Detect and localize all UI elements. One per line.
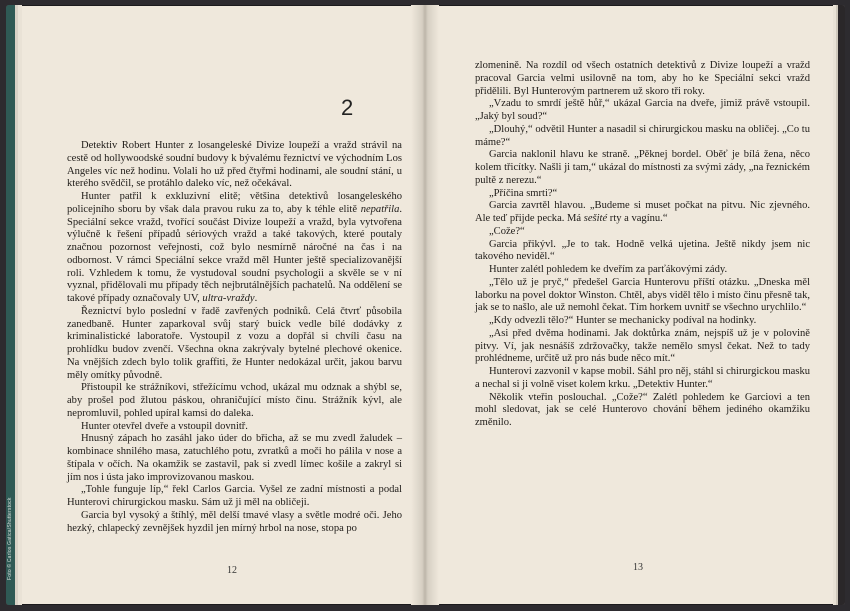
text-run: zlomenině. Na rozdíl od všech ostatních detektivů z Divize loupeží a vražd pracoval Garcia velmi usilovně na tom, aby ho ke Speciální sekci vražd přidělili. Byl Hunterovým partnerem už skoro tři roky. [475,60,810,97]
paragraph [475,149,810,187]
italic-text: sešité [583,213,608,224]
paragraph [67,191,402,306]
text-run: Garcia přikývl. „Je to tak. Hodně velká ujetina. Ještě nikdy jsem nic takového neviděl.“ [475,238,810,263]
text-run: Řeznictví bylo poslední v řadě zavřených podniků. Celá čtvrť působila zanedbaně. Hunter zaparkoval svůj starý buick vedle bílé dodávky z kriminalistické laboratoře. Vystoupil z vozu a dopřál si chvíli času na prohlídku budov zvenčí. Všechna okna zakrývaly bytelné plechové okenice. Na vnějších zdech bylo tolik graffiti, že Hunter nedokázal určit, jakou barvu měly omítky původně. [67,305,402,381]
left-page-text [67,140,402,535]
paragraph [475,392,810,430]
paragraph [67,484,402,510]
text-run: „Tělo už je pryč,“ předešel Garcia Hunterovu příští otázku. „Dneska měl laborku na povel doktor Winston. Chtěl, abys viděl tělo i místo činu přesně tak, jak se to našlo, ale už nemohl čekat. Tím horkem uvnitř se všechno urychlilo.“ [475,276,810,314]
text-run: rty a vagínu.“ [607,213,668,224]
paragraph [67,382,402,420]
text-run: Garcia naklonil hlavu ke straně. „Pěknej bordel. Oběť je bílá žena, něco kolem třicítky. Našli ji tam,“ ukázal do místnosti za svými zády, „na řeznickém pultě z nerezu.“ [475,149,810,186]
paragraph [475,60,810,98]
book-spread [6,5,845,605]
text-run: . Speciální sekce vražd, tvořící součást Divize loupeží a vražd, byla vytvořena výlučně k řešení případů sériových vražd a také takových, které poutaly značnou pozornost veřejnosti, což bylo nesmírně náročné na čas i na odbornost. V rámci Speciální sekce vražd měl Hunter ještě specializovanější roli. Vzhledem k tomu, že vystudoval soudní psychologii a skvěle se v ní vyznal, přidělovali mu případy těch nejbrutálnějších pachatelů. Na oddělení se takové případy označovaly UV, [67,203,402,304]
text-run: Hnusný zápach ho zasáhl jako úder do břicha, až se mu zvedl žaludek – kombinace shnilého masa, zatuchlého potu, zvratků a moči ho pálila v nose a štípala v očích. Na okamžik se zastavil, pak si zvedl límec košile a zakryl si jím nos i ústa jako improvizovanou maskou. [67,433,402,483]
text-run: Garcia byl vysoký a štíhlý, měl delší tmavé vlasy a světle modré oči. Jeho hezký, chlapecký zevnějšek hyzdil jen mírný hrbol na nose, stopa po [67,509,402,534]
text-run: „Dlouhý,“ odvětil Hunter a nasadil si chirurgickou masku na obličej. „Co tu máme?“ [475,123,810,148]
text-run: Hunter patřil k exkluzivní elitě; většina detektivů losangeleského policejního sboru by však dala pravou ruku za to, aby k téhle elitě [67,191,402,215]
right-book-edge [833,5,845,605]
text-run: „Kdy odvezli tělo?“ Hunter se mechanicky podíval na hodinky. [489,315,757,326]
text-run: Hunterovi zazvonil v kapse mobil. Sáhl pro něj, stáhl si chirurgickou masku a nechal si ji volně viset kolem krku. „Detektiv Hunter.“ [475,366,810,390]
text-run: „Cože?“ [489,225,525,237]
paragraph [67,140,402,191]
text-run: „Asi před dvěma hodinami. Jak doktůrka znám, nejspíš už je v polovině pitvy. Ví, jak nesnášíš zdržovačky, takže nemělo smysl čekat. Než to tady prohlédneme, určitě už pro nás bude něco mít.“ [475,327,810,365]
paragraph [67,306,402,383]
text-run: „Příčina smrti?“ [489,187,558,199]
spine-credit: Foto © Carlos Gatica/Shutterstock [7,497,13,580]
paragraph [475,315,810,328]
chapter-number: 2 [341,95,354,120]
left-page-number: 12 [227,565,237,576]
text-run: Garcia zavrtěl hlavou. „Budeme si muset počkat na pitvu. Nic zjevného. Ale teď přijde pecka. Má [475,200,810,224]
paragraph [67,510,402,536]
italic-text: ultra-vraždy [202,293,255,304]
paragraph [475,328,810,366]
paragraph [475,366,810,392]
book-gutter [411,5,439,605]
text-run: „Vzadu to smrdí ještě hůř,“ ukázal Garcia na dveře, jimiž právě vstoupil. „Jaký byl soud?“ [475,98,810,122]
text-run: Hunter otevřel dveře a vstoupil dovnitř. [81,420,248,432]
italic-text: nepatřila [360,203,400,215]
paragraph [475,200,810,226]
text-run: Hunter zalétl pohledem ke dveřím za parťákovými zády. [489,264,728,275]
paragraph [67,433,402,484]
paragraph [475,188,810,201]
paragraph [475,277,810,315]
text-run: „Tohle funguje líp,“ řekl Carlos Garcia. Vyšel ze zadní místnosti a podal Hunterovi chirurgickou masku. Sám už ji měl na obličeji. [67,484,402,508]
text-run: Přistoupil ke strážníkovi, střežícímu vchod, ukázal mu odznak a shýbl se, aby prošel pod žlutou páskou, ohraničující místo činu. Strážník kývl, ale nepromluvil, pohled upíral kamsi do daleka. [67,382,402,419]
text-run: Detektiv Robert Hunter z losangeleské Divize loupeží a vražd strávil na cestě od hollywoodské soudní budovy k bývalému řeznictví ve východním Los Angeles víc než hodinu. Volali ho už před čtyřmi hodinami, ale soudní stání, u kterého svědčil, se protáhlo daleko víc, než očekával. [67,140,402,190]
paragraph [475,264,810,277]
paragraph [475,124,810,150]
paragraph [475,98,810,124]
right-page-text [475,60,810,430]
paragraph [475,226,810,239]
right-page-number: 13 [633,562,643,573]
paragraph [475,239,810,265]
text-run: . [254,293,258,304]
paragraph [67,421,402,434]
text-run: Několik vteřin poslouchal. „Cože?“ Zalétl pohledem ke Garciovi a ten mohl sledovat, jak se celé Hunterovo chování během jediného okamžiku změnilo. [475,391,810,428]
